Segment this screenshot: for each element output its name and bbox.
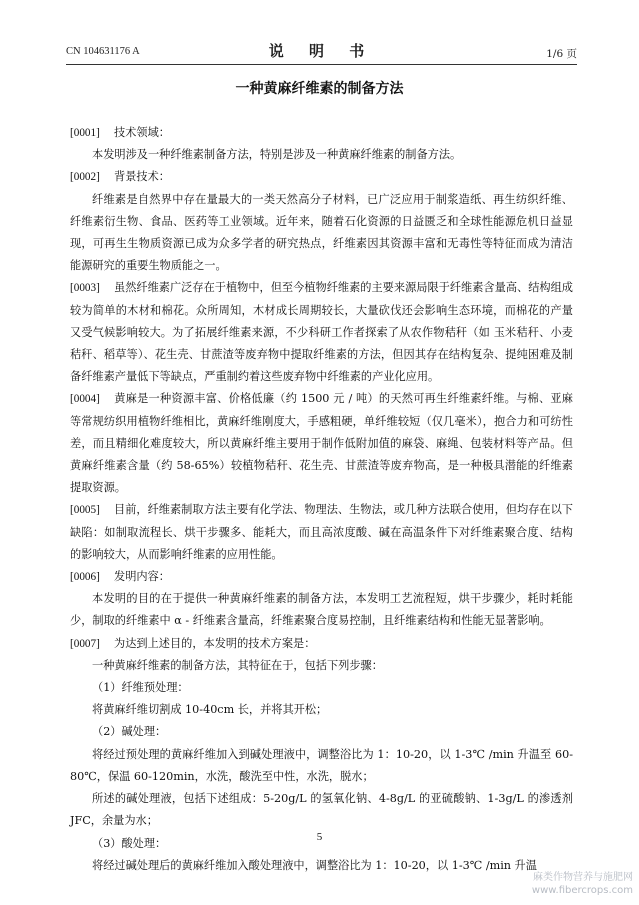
paragraph-text: （2）碱处理： [92,725,167,739]
paragraph-text: 纤维素是自然界中存在量最大的一类天然高分子材料，已广泛应用于制浆造纸、再生纺织纤维、纤维素衍生物、食品、医药等工业领域。近年来，随着石化资源的日益匮乏和全球性能源危机日益显现，可再生生物质资源已成为众多学者的研究热点，纤维素因其资源丰富和无毒性等特征而成为清洁能源研究的重要生物质能之一。 [70,192,573,273]
patent-number: CN 104631176 A [66,46,140,57]
paragraph-number: [0001] [70,127,100,139]
document-type: 说 明 书 [268,42,375,60]
paragraph [70,566,573,588]
watermark-line-1: 麻类作物营养与施肥网 [533,872,633,883]
paragraph [70,277,573,388]
paragraph-text: 一种黄麻纤维素的制备方法，其特征在于，包括下列步骤： [92,658,383,672]
paragraph [70,166,573,188]
page-header [66,40,577,62]
paragraph-text: 将黄麻纤维切割成 10-40cm 长，并将其开松； [92,703,328,717]
paragraph-text: 本发明涉及一种纤维素制备方法，特别是涉及一种黄麻纤维素的制备方法。 [92,148,462,162]
paragraph-number: [0006] [70,571,100,584]
paragraph-number: [0003] [70,282,100,295]
paragraph [70,588,573,632]
paragraph-number: [0002] [70,171,100,184]
paragraph-text: 技术领域： [114,126,170,139]
paragraph [70,655,573,677]
paragraph-text: 黄麻是一种资源丰富、价格低廉（约 1500 元 / 吨）的天然可再生纤维素纤维。与棉、亚麻等常规纺织用植物纤维相比，黄麻纤维刚度大，手感粗硬，单纤维较短（仅几毫米），抱合力和可纺性差，而且精细化难度较大，所以黄麻纤维主要用于制作低附加值的麻袋、麻绳、包装材料等产品。但黄麻纤维素含量（约 58-65%）较植物秸秆、花生壳、甘蔗渣等废弃物高，是一种极具潜能的纤维素提取资源。 [70,392,573,495]
paragraph [70,855,573,877]
paragraph [70,721,573,743]
watermark-line-2: www.fibercrops.com [531,885,633,896]
paragraph-text: 目前，纤维素制取方法主要有化学法、物理法、生物法，或几种方法联合使用，但均存在以下缺陷：如制取流程长、烘干步骤多、能耗大，而且高浓度酸、碱在高温条件下对纤维素聚合度、结构的影响较大，从而影响纤维素的应用性能。 [70,503,573,561]
paragraph [70,144,573,166]
paragraph-text: 本发明的目的在于提供一种黄麻纤维素的制备方法，本发明工艺流程短，烘干步骤少，耗时耗能少，制取的纤维素中 α - 纤维素含量高，纤维素聚合度易控制，且纤维素结构和性能无显著影响。 [70,592,573,628]
paragraph [70,633,573,655]
header-divider [66,64,577,65]
page-indicator: 1/6 页 [546,48,577,60]
paragraph-text: 虽然纤维素广泛存在于植物中，但至今植物纤维素的主要来源局限于纤维素含量高、结构组成较为简单的木材和棉花。众所周知，木材成长周期较长，大量砍伐还会影响生态环境，而棉花的产量又受气候影响较大。为了拓展纤维素来源，不少科研工作者探索了从农作物秸秆（如 玉米秸秆、小麦秸秆、稻草等）、花生壳、甘蔗渣等废弃物中提取纤维素的方法，但因其存在结构复杂、提纯困难及制备纤维素产量低下等缺点，严重制约着这些废弃物中纤维素的产业化应用。 [70,281,573,384]
paragraph-text: 将经过碱处理后的黄麻纤维加入酸处理液中，调整浴比为 1：10-20，以 1-3℃ /min 升温 [92,858,537,872]
paragraph [70,189,573,278]
paragraph [70,699,573,721]
paragraph [70,744,573,788]
paragraph-text: （1）纤维预处理： [92,681,189,695]
paragraph-number: [0004] [70,393,100,406]
paragraph [70,388,573,499]
paragraph-text: 背景技术： [114,170,170,184]
paragraph-number: [0005] [70,504,100,517]
paragraph-text: 发明内容： [114,570,170,584]
paragraph-text: 为达到上述目的，本发明的技术方案是： [114,636,316,650]
paragraph-text: 所述的碱处理液，包括下述组成：5-20g/L 的氢氧化钠、4-8g/L 的亚硫酸钠、1-3g/L 的渗透剂 JFC，余量为水； [70,792,573,828]
paragraph-text: （3）酸处理： [92,836,167,850]
paragraph-number: [0007] [70,637,100,650]
document-title: 一种黄麻纤维素的制备方法 [235,81,404,97]
paragraph [70,788,573,832]
paragraph-text: 将经过预处理的黄麻纤维加入到碱处理液中，调整浴比为 1：10-20，以 1-3℃ /min 升温至 60-80℃，保温 60-120min，水洗，酸洗至中性，水洗，脱水； [70,747,573,783]
paragraph [70,499,573,566]
page-number: 5 [316,831,323,843]
watermark [532,871,633,897]
document-body [70,122,573,877]
paragraph [70,677,573,699]
paragraph [70,122,573,144]
